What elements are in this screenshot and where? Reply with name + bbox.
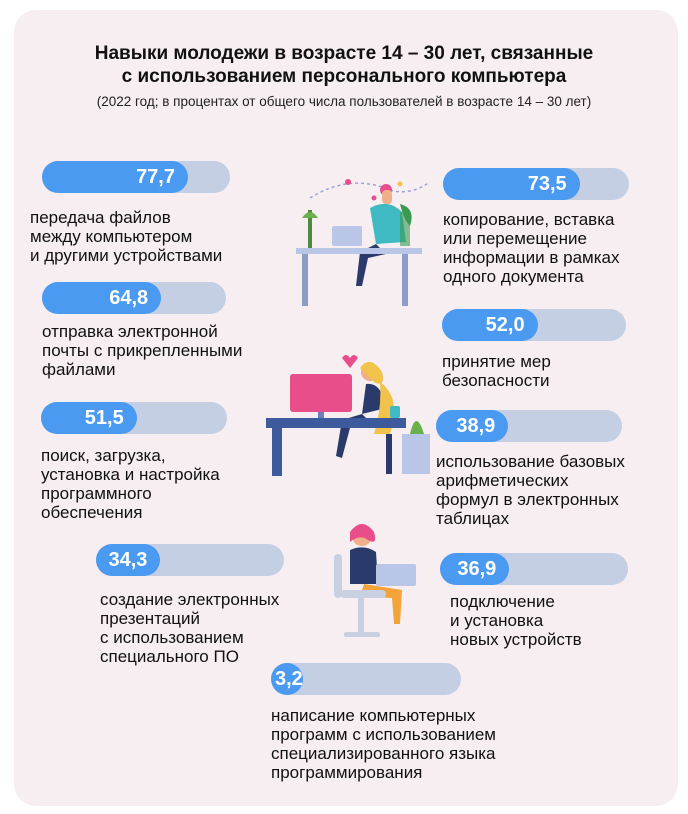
- category-label: создание электронных презентаций с использованием специального ПО: [100, 590, 280, 666]
- bar-track: [442, 309, 626, 341]
- bar-track: [42, 161, 230, 193]
- bar-value-label: 38,9: [456, 415, 496, 437]
- chart-subtitle: (2022 год; в процентах от общего числа пользователей в возрасте 14 – 30 лет): [96, 94, 592, 109]
- bar-track: [271, 663, 461, 695]
- category-label: подключение и установка новых устройств: [450, 592, 582, 649]
- bar-value-label: 77,7: [136, 166, 175, 188]
- bar-track: [443, 168, 629, 200]
- category-label: отправка электронной почты с прикрепленными файлами: [42, 322, 243, 379]
- bar-value-label: 73,5: [527, 173, 567, 195]
- bar-value-label: 34,3: [108, 549, 148, 571]
- bar-value-label: 3,2: [275, 668, 303, 690]
- bar-track: [436, 410, 622, 442]
- bar-value-label: 36,9: [457, 558, 497, 580]
- woman-on-chair-laptop-icon: [320, 520, 430, 640]
- bar-value-label: 51,5: [84, 407, 124, 429]
- category-label: написание компьютерных программ с использованием специализированного языка программирования: [271, 706, 496, 782]
- chart-title: Навыки молодежи в возрасте 14 – 30 лет, связанные с использованием персонального компьютера: [94, 43, 594, 87]
- woman-at-laptop-desk-icon: [290, 168, 440, 308]
- category-label: использование базовых арифметических формул в электронных таблицах: [436, 452, 625, 528]
- bar-track: [440, 553, 628, 585]
- bar-value-label: 52,0: [485, 314, 525, 336]
- bar-value-label: 64,8: [109, 287, 149, 309]
- bar-track: [42, 282, 226, 314]
- category-label: передача файлов между компьютером и другими устройствами: [30, 208, 223, 265]
- bar-track: [41, 402, 227, 434]
- category-label: копирование, вставка или перемещение информации в рамках одного документа: [443, 210, 620, 286]
- bar-track: [96, 544, 284, 576]
- category-label: поиск, загрузка, установка и настройка программного обеспечения: [41, 446, 220, 522]
- category-label: принятие мер безопасности: [442, 352, 551, 390]
- woman-at-monitor-desk-icon: [262, 348, 437, 478]
